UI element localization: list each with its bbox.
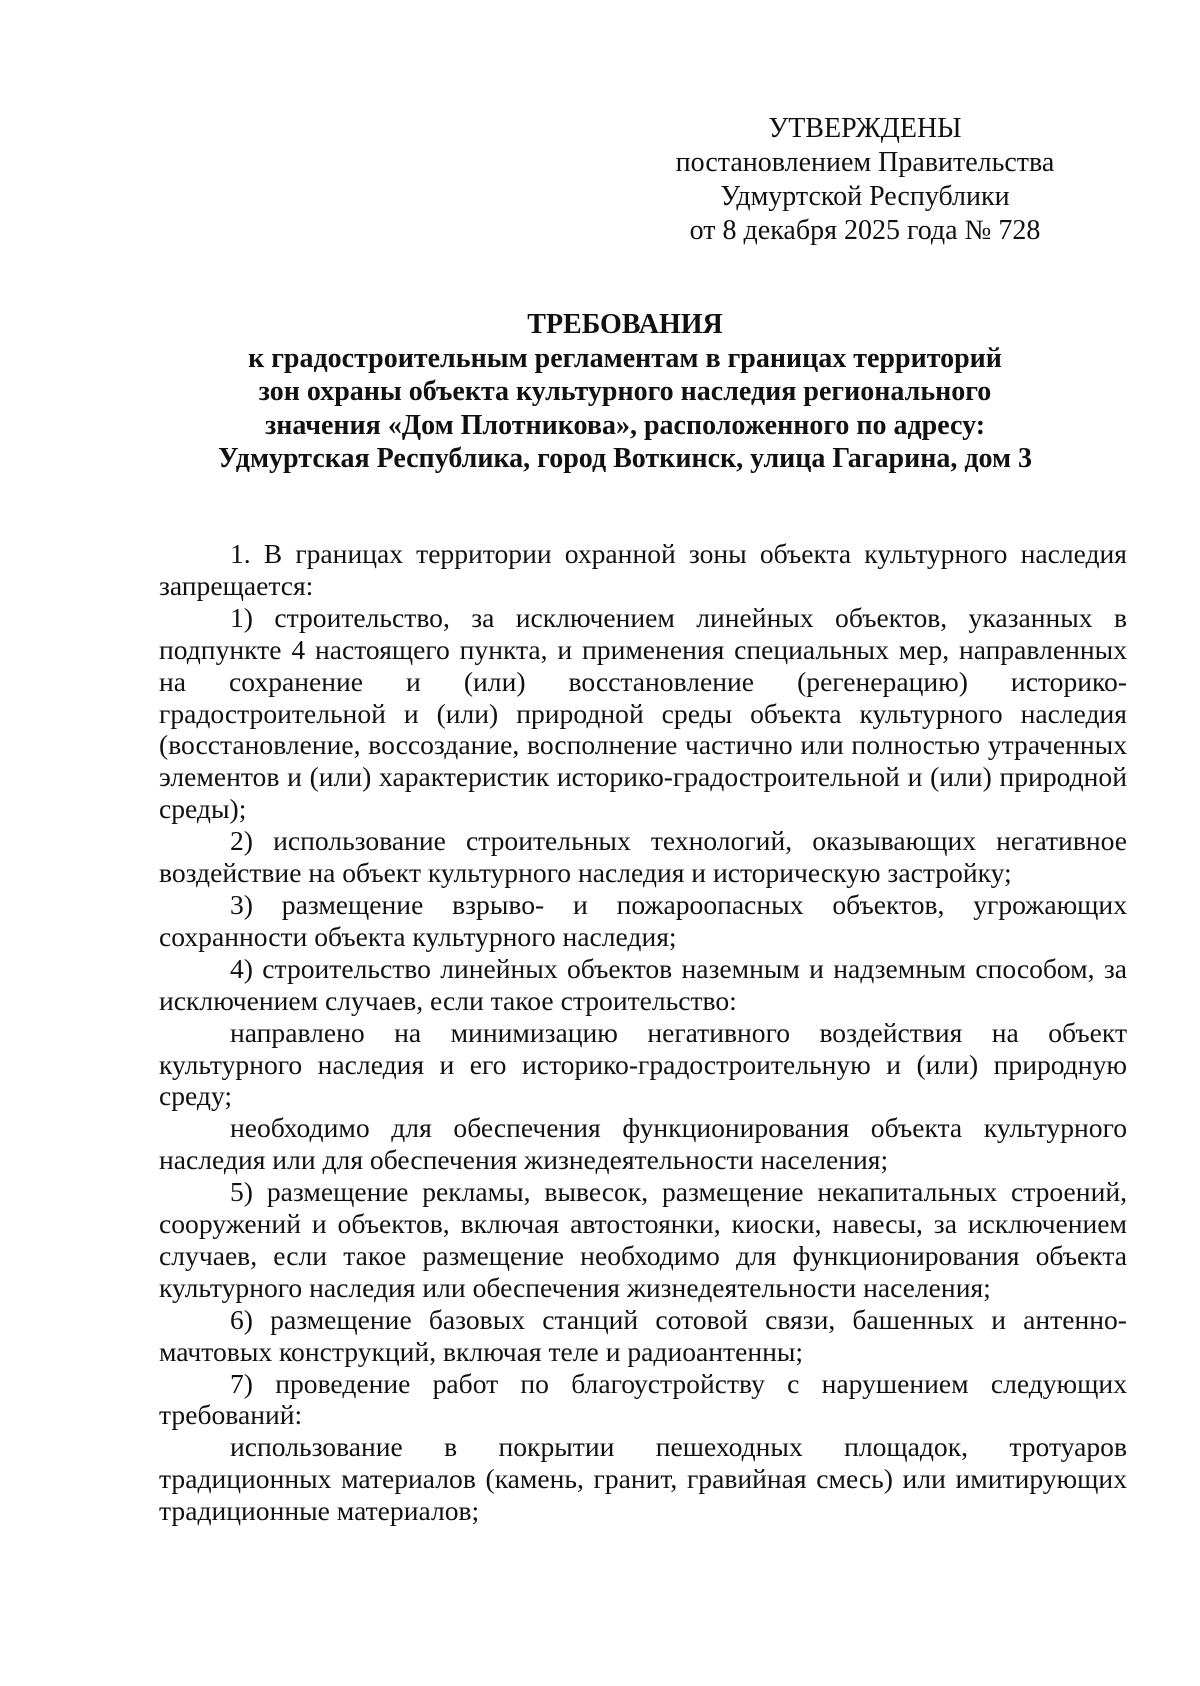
paragraph-subitem-7-requirement: использование в покрытии пешеходных площадок, тротуаров традиционных материалов (камень, гранит, гравийная смесь) или имитирующих традиционные материалов;	[159, 1431, 1127, 1527]
paragraph-subitem-4-case-a: направлено на минимизацию негативного воздействия на объект культурного наследия и его историко-градостроительную и (или) природную среду;	[159, 1016, 1127, 1112]
paragraph-subitem-3: 3) размещение взрыво- и пожароопасных объектов, угрожающих сохранности объекта культурного наследия;	[159, 888, 1127, 952]
paragraph-subitem-4-case-b: необходимо для обеспечения функционирования объекта культурного наследия или для обеспечения жизнедеятельности населения;	[159, 1112, 1127, 1176]
title-line: к градостроительным регламентам в границах территорий	[248, 342, 1002, 374]
document-body	[159, 538, 1127, 1527]
paragraph-subitem-4: 4) строительство линейных объектов наземным и надземным способом, за исключением случаев, если такое строительство:	[159, 952, 1127, 1016]
paragraph-item-1: 1. В границах территории охранной зоны объекта культурного наследия запрещается:	[159, 538, 1127, 601]
title-heading: ТРЕБОВАНИЯ	[527, 309, 723, 340]
approval-stamp	[640, 112, 1090, 248]
approval-line-date-number: от 8 декабря 2025 года № 728	[689, 215, 1041, 246]
document-title	[120, 308, 1130, 476]
approval-line-resolution: постановлением Правительства	[675, 147, 1055, 178]
approval-line-republic: Удмуртской Республики	[720, 181, 1010, 212]
title-line: Удмуртская Республика, город Воткинск, улица Гагарина, дом 3	[217, 443, 1033, 474]
paragraph-subitem-7: 7) проведение работ по благоустройству с нарушением следующих требований:	[159, 1367, 1127, 1431]
paragraph-subitem-1: 1) строительство, за исключением линейных объектов, указанных в подпункте 4 настоящего пункта, и применения специальных мер, направленных на сохранение и (или) восстановление (регенерацию) историко-градостроительной и (или) природной среды объекта культурного наследия (восстановление, воссоздание, восполнение частично или полностью утраченных элементов и (или) характеристик историко-градостроительной и (или) природной среды);	[159, 601, 1127, 825]
paragraph-subitem-6: 6) размещение базовых станций сотовой связи, башенных и антенно-мачтовых конструкций, включая теле и радиоантенны;	[159, 1303, 1127, 1367]
title-line: зон охраны объекта культурного наследия регионального	[258, 376, 992, 407]
approval-line-approved: УТВЕРЖДЕНЫ	[768, 113, 962, 144]
paragraph-subitem-2: 2) использование строительных технологий, оказывающих негативное воздействие на объект культурного наследия и историческую застройку;	[159, 825, 1127, 889]
title-line: значения «Дом Плотникова», расположенного по адресу:	[264, 409, 986, 441]
paragraph-subitem-5: 5) размещение рекламы, вывесок, размещение некапитальных строений, сооружений и объектов, включая автостоянки, киоски, навесы, за исключением случаев, если такое размещение необходимо для функционирования объекта культурного наследия или обеспечения жизнедеятельности населения;	[159, 1176, 1127, 1303]
